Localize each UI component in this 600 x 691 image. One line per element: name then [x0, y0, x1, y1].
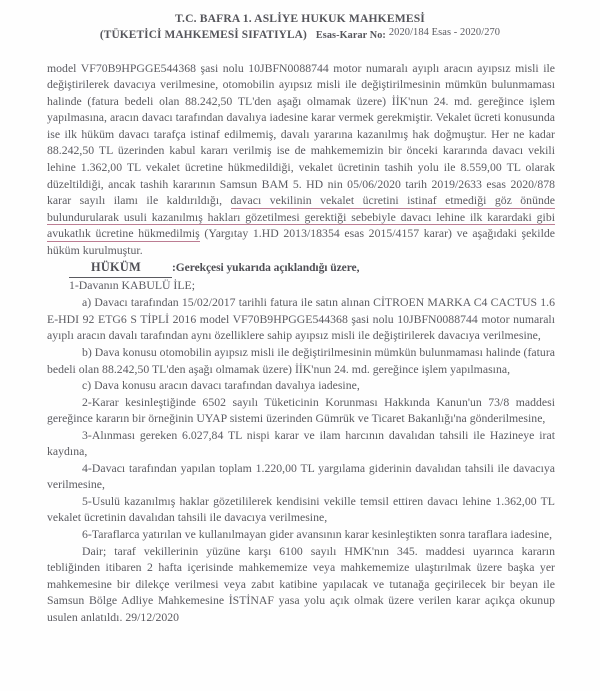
- hukum-heading-row: [47, 259, 555, 278]
- header-case-line: [0, 27, 600, 44]
- item-kabul: 1-Davanın KABULÜ İLE;: [69, 279, 195, 293]
- intro-text-after-underline: (Yargıtay 1.HD 2013/18354 esas 2015/4157 karar) ve aşağıdaki şekilde hüküm kurulmuştur.: [47, 227, 555, 257]
- item-b: b) Dava konusu otomobilin ayıpsız misli ile değiştirilmesinin mümkün bulunmaması halinde (fatura bedeli olan 88.242,50 TL'den aşağı olmamak üzere) İİK'nun 24. md. gereğince işlem yapılmasına,: [47, 345, 555, 376]
- intro-text-before-underline: model VF70B9HPGGE544368 şasi nolu 10JBFN0088744 motor numaralı ayıplı aracın ayıpsız misli ile değiştirilerek davacıya verilmesine, otomobilin ayıpsız misli ile değiştirilmesinin mümkün bulunmaması halinde (fatura bedeli olan 88.242,50 TL'den aşağı olmamak üzere) İİK'nun 24. md. gereğince işlem yapılmasına, aracın davacı tarafından davalıya iadesine karar vermek gerekmiştir. Vekalet ücreti konusunda ise ilk hüküm davacı tarafça istinaf edilmemiş, davalı yararına kazanılmış hak doğmuştur. Her ne kadar 88.242,50 TL üzerinden kabul kararı verilmiş ise de mahkememizin bir önceki kararında davacı vekili lehine 1.362,00 TL vekalet ücretine hükmedildiği, vekalet ücretinin tashih yolu ile 8.559,00 TL olarak düzeltildiği, ancak tashih kararının Samsun BAM 5. HD nin 05/06/2020 tarih 2019/2633 esas 2020/878 karar sayılı ilamı ile kaldırıldığı,: [47, 61, 555, 208]
- case-number-label: Esas-Karar No:: [315, 29, 386, 41]
- court-name: T.C. BAFRA 1. ASLİYE HUKUK MAHKEMESİ: [175, 12, 425, 25]
- item-6: 6-Taraflarca yatırılan ve kullanılmayan gider avansının karar kesinleştikten sonra taraflara iadesine,: [82, 527, 553, 541]
- court-capacity: (TÜKETİCİ MAHKEMESİ SIFATIYLA): [99, 28, 307, 41]
- case-number-value: 2020/184 Esas - 2020/270: [388, 27, 501, 39]
- item-4: 4-Davacı tarafından yapılan toplam 1.220,00 TL yargılama giderinin davalıdan tahsili ile davacıya verilmesine,: [47, 461, 555, 492]
- closing-paragraph: Dair; taraf vekillerinin yüzüne karşı 6100 sayılı HMK'nın 345. maddesi uyarınca kararın tebliğinden itibaren 2 hafta içerisinde mahkememize veya mahkememize ulaştırılmak üzere başka yer mahkemesine bir dilekçe verilmesi veya zabıt katibine yapılacak ve tutanağa geçirilecek bir beyan ile Samsun Bölge Adliye Mahkemesine İSTİNAF yasa yolu açık olmak üzere verilen karar açıkça okunup usulen anlatıldı. 29/12/2020: [47, 544, 555, 624]
- document-header: [0, 0, 600, 44]
- pink-underlined-passage: davacı vekilinin vekalet ücretini istinaf etmediği göz önünde bulundurularak usuli kazanılmış hakları gözetilmesi gerektiği sebebiyle davacı lehine ilk karardaki gibi avukatlık ücretine hükmedilmiş: [47, 194, 555, 241]
- item-c: c) Dava konusu aracın davacı tarafından davalıya iadesine,: [82, 379, 360, 393]
- hukum-value: :Gerekçesi yukarıda açıklandığı üzere,: [172, 262, 360, 275]
- item-2: 2-Karar kesinleştiğinde 6502 sayılı Tüketicinin Korunması Hakkında Kanun'un 73/8 maddesi gereğince kararın bir örneğinin UYAP sistemi üzerinden Gümrük ve Ticaret Bakanlığı'na gönderilmesine,: [47, 395, 555, 426]
- item-a: a) Davacı tarafından 15/02/2017 tarihli fatura ile satın alınan CİTROEN MARKA C4 CACTUS 1.6 E-HDI 92 ETG6 S TİPLİ 2016 model VF70B9HPGGE544368 şasi nolu 10JBFN0088744 motor numaralı ayıplı aracın davalı tarafından aynı özelliklere sahip ayıpsız misli ile değiştirilerek davacıya verilmesine,: [47, 296, 555, 343]
- item-5: 5-Usulü kazanılmış haklar gözetililerek kendisini vekille temsil ettiren davacı lehine 1.362,00 TL vekalet ücretinin davalıdan tahsili ile davacıya verilmesine,: [47, 494, 555, 525]
- document-body: [0, 61, 600, 627]
- paragraph-intro: [47, 61, 555, 260]
- hukum-label: HÜKÜM: [69, 259, 172, 278]
- item-3: 3-Alınması gereken 6.027,84 TL nispi karar ve ilam harcının davalıdan tahsili ile Hazineye irat kaydına,: [47, 428, 555, 459]
